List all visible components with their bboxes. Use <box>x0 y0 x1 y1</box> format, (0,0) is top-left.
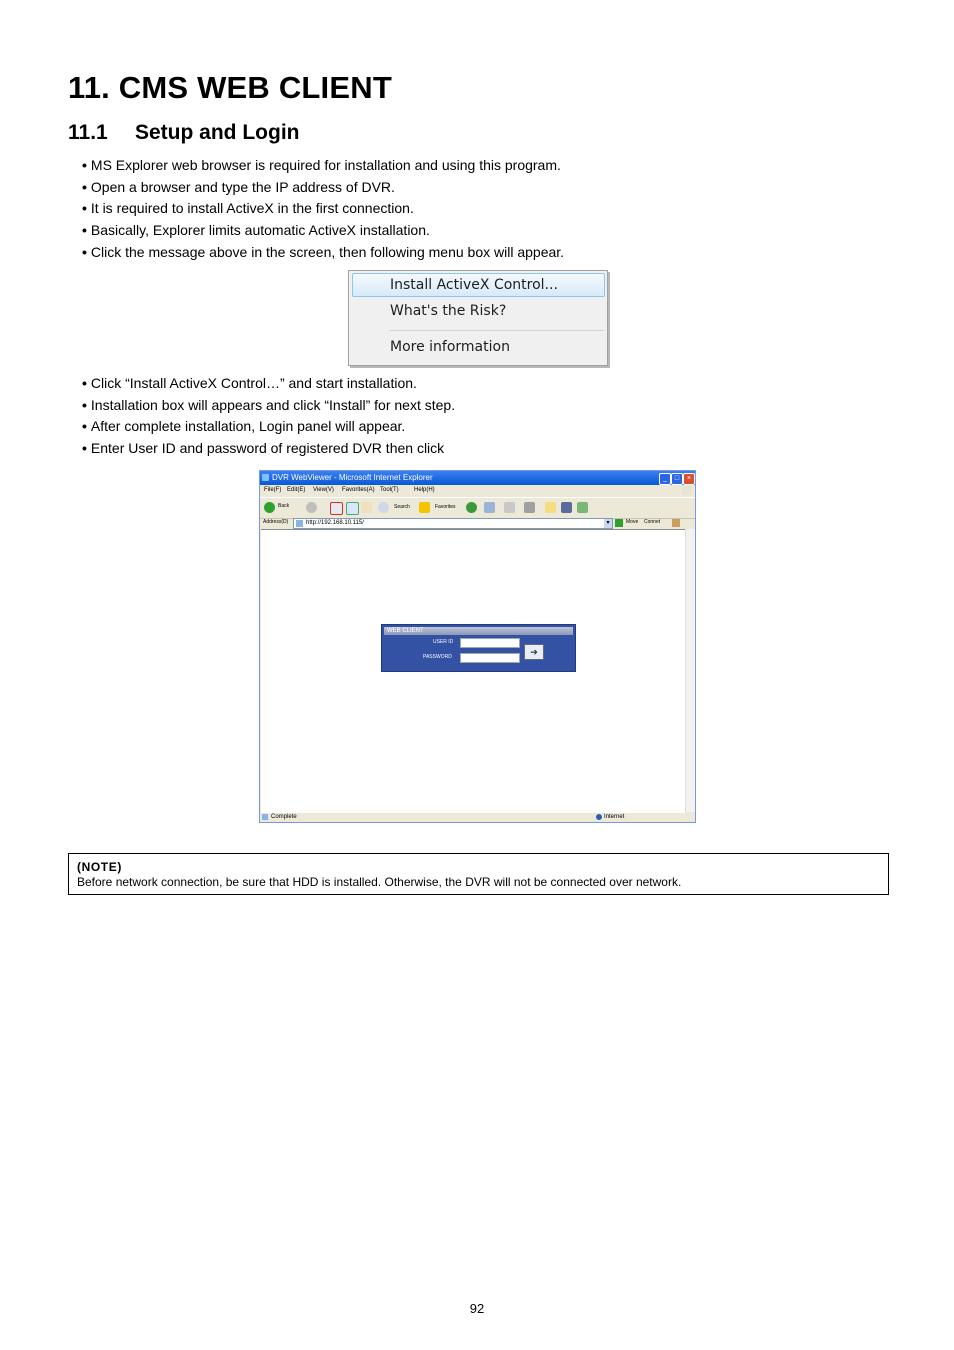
section-title: Setup and Login <box>135 121 300 144</box>
status-text: Complete <box>271 814 297 820</box>
browser-content <box>261 529 685 813</box>
browser-toolbar <box>260 497 695 519</box>
page-number: 92 <box>469 1301 485 1316</box>
menu-item-more-information[interactable]: More information <box>390 339 510 355</box>
address-label: Address(D) <box>263 519 289 525</box>
ie-icon <box>262 474 269 481</box>
list-item: • Basically, Explorer limits automatic ActiveX installation. <box>82 222 430 239</box>
list-item: • After complete installation, Login panel will appear. <box>82 418 406 435</box>
menu-edit[interactable]: Edit(E) <box>287 487 306 493</box>
tools-icon[interactable] <box>672 519 680 527</box>
password-label: PASSWORD <box>423 654 452 660</box>
menu-file[interactable]: File(F) <box>264 487 282 493</box>
research-icon[interactable] <box>577 502 588 513</box>
forward-icon[interactable] <box>306 502 317 513</box>
list-item: • MS Explorer web browser is required for installation and using this program. <box>82 157 561 173</box>
menu-help[interactable]: Help(H) <box>414 487 435 493</box>
print-icon[interactable] <box>504 502 515 513</box>
browser-status-bar <box>260 812 695 822</box>
section-heading <box>68 121 299 145</box>
minimize-icon[interactable]: _ <box>659 473 671 485</box>
stop-icon[interactable] <box>330 502 343 515</box>
zone-text: Internet <box>604 814 625 820</box>
user-id-label: USER ID <box>433 639 454 645</box>
page-status-icon <box>262 814 268 820</box>
go-arrow-icon[interactable] <box>615 519 623 527</box>
browser-menu-bar <box>260 485 695 497</box>
search-label: Search <box>394 504 410 510</box>
list-item: • Open a browser and type the IP address of DVR. <box>82 178 395 195</box>
connect-button[interactable]: Connet <box>644 519 661 525</box>
favorites-star-icon[interactable] <box>419 502 430 513</box>
edit-icon[interactable] <box>524 502 535 513</box>
address-bar <box>260 517 695 529</box>
globe-icon <box>596 814 602 820</box>
refresh-icon[interactable] <box>346 502 359 515</box>
close-icon[interactable]: × <box>683 473 695 485</box>
user-id-input[interactable] <box>460 638 520 648</box>
url-input[interactable] <box>293 518 613 529</box>
bullet-list-2 <box>82 373 455 460</box>
login-button[interactable] <box>524 644 544 660</box>
menu-favorites[interactable]: Favorites(A) <box>342 487 375 493</box>
home-icon[interactable] <box>361 502 372 513</box>
login-panel <box>381 624 576 672</box>
url-text: http://192.168.10.115/ <box>306 520 364 526</box>
browser-title: DVR WebViewer - Microsoft Internet Explorer <box>272 473 433 482</box>
section-number: 11.1 <box>68 121 108 144</box>
history-icon[interactable] <box>466 502 477 513</box>
menu-item-whats-the-risk[interactable]: What's the Risk? <box>390 303 507 319</box>
notes-icon[interactable] <box>545 502 556 513</box>
chapter-heading: 11. CMS WEB CLIENT <box>68 70 392 105</box>
list-item: • Click “Install ActiveX Control…” and start installation. <box>82 375 417 391</box>
favorites-label: Favorites <box>435 504 456 510</box>
menu-separator <box>389 330 604 331</box>
note-box <box>68 853 889 895</box>
back-icon[interactable] <box>264 502 275 513</box>
arrow-right-icon: ➔ <box>530 647 538 657</box>
password-input[interactable] <box>460 653 520 663</box>
maximize-icon[interactable]: □ <box>671 473 683 485</box>
activex-context-menu <box>348 270 608 366</box>
list-item: • Enter User ID and password of registered DVR then click <box>82 440 445 457</box>
mail-icon[interactable] <box>484 502 495 513</box>
login-panel-header: WEB CLIENT <box>384 627 573 635</box>
note-body: Before network connection, be sure that HDD is installed. Otherwise, the DVR will not be connected over network. <box>77 875 682 889</box>
chevron-down-icon[interactable]: ▾ <box>604 519 612 528</box>
browser-title-bar <box>260 471 695 485</box>
menu-tool[interactable]: Tool(T) <box>380 487 399 493</box>
menu-item-install-activex[interactable]: Install ActiveX Control... <box>390 277 558 293</box>
windows-flag-icon <box>682 486 692 495</box>
vertical-scrollbar[interactable] <box>685 529 695 812</box>
list-item: • Installation box will appears and click “Install” for next step. <box>82 396 456 413</box>
page-icon <box>296 520 303 527</box>
back-label: Back <box>278 503 290 509</box>
search-icon[interactable] <box>378 502 389 513</box>
note-title: (NOTE) <box>77 860 122 874</box>
bullet-list-1 <box>82 155 564 263</box>
browser-window <box>259 470 696 823</box>
move-button[interactable]: Move <box>626 519 639 525</box>
list-item: • It is required to install ActiveX in the first connection. <box>82 200 414 217</box>
messenger-icon[interactable] <box>561 502 572 513</box>
list-item: • Click the message above in the screen, then following menu box will appear. <box>82 243 565 260</box>
menu-view[interactable]: View(V) <box>313 487 334 493</box>
